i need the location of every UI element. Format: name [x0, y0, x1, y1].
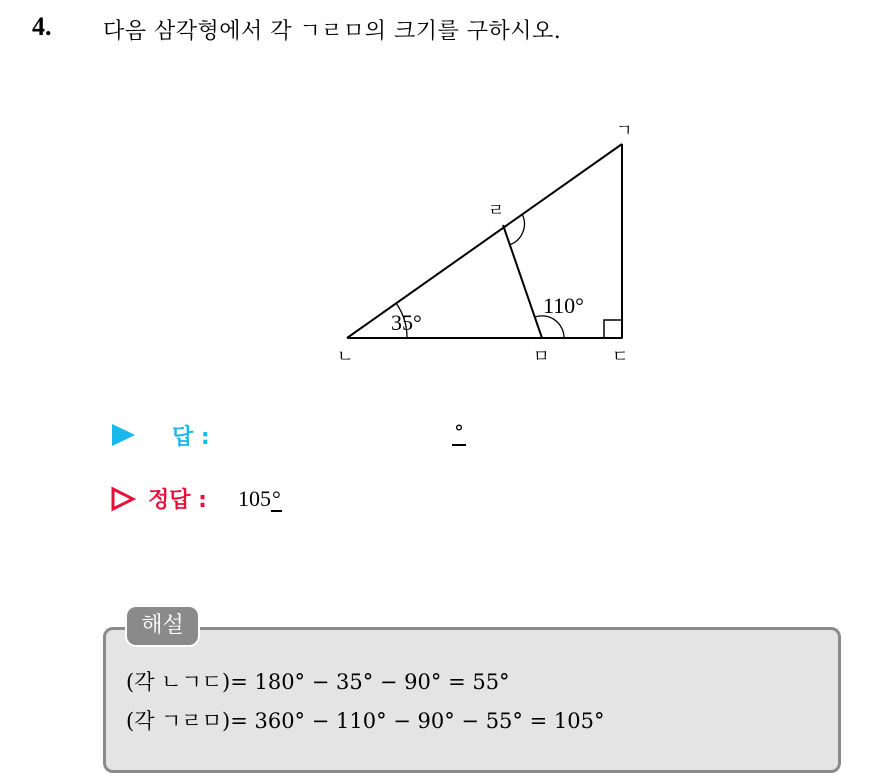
correct-answer-number: 105 [238, 486, 271, 511]
explanation-box [103, 627, 841, 773]
arc-angle-110 [535, 316, 564, 338]
outline-triangle-icon [110, 486, 136, 512]
answer-input-unit[interactable]: ° [454, 420, 464, 444]
right-angle-mark [604, 320, 622, 338]
correct-answer-label: 정답 : [148, 488, 207, 513]
explanation-tab: 해설 [127, 607, 198, 645]
explanation-line-2: (각 ㄱㄹㅁ)= 360° − 110° − 90° − 55° = 105° [126, 709, 605, 733]
correct-answer-value [238, 486, 282, 512]
vertex-label-bottom-mid: ㅁ [533, 347, 550, 367]
question-number: 4. [32, 12, 52, 41]
explanation-line-1: (각 ㄴㄱㄷ)= 180° − 35° − 90° = 55° [126, 670, 510, 694]
angle-label-110: 110° [543, 293, 584, 318]
correct-answer-row [110, 480, 610, 520]
vertex-label-left: ㄴ [337, 347, 354, 367]
triangle-diagram [320, 108, 650, 368]
play-triangle-icon [110, 422, 136, 448]
vertex-label-right: ㄷ [612, 347, 629, 367]
segment-rieul-mieum [503, 225, 542, 338]
answer-label: 답 : [172, 425, 210, 450]
angle-label-35: 35° [391, 310, 422, 335]
vertex-label-top: ㄱ [616, 121, 633, 141]
answer-row [110, 416, 610, 456]
question-text: 다음 삼각형에서 각 ㄱㄹㅁ의 크기를 구하시오. [103, 19, 562, 44]
vertex-label-upper-mid: ㄹ [488, 201, 505, 221]
correct-answer-unit: ° [272, 486, 281, 511]
